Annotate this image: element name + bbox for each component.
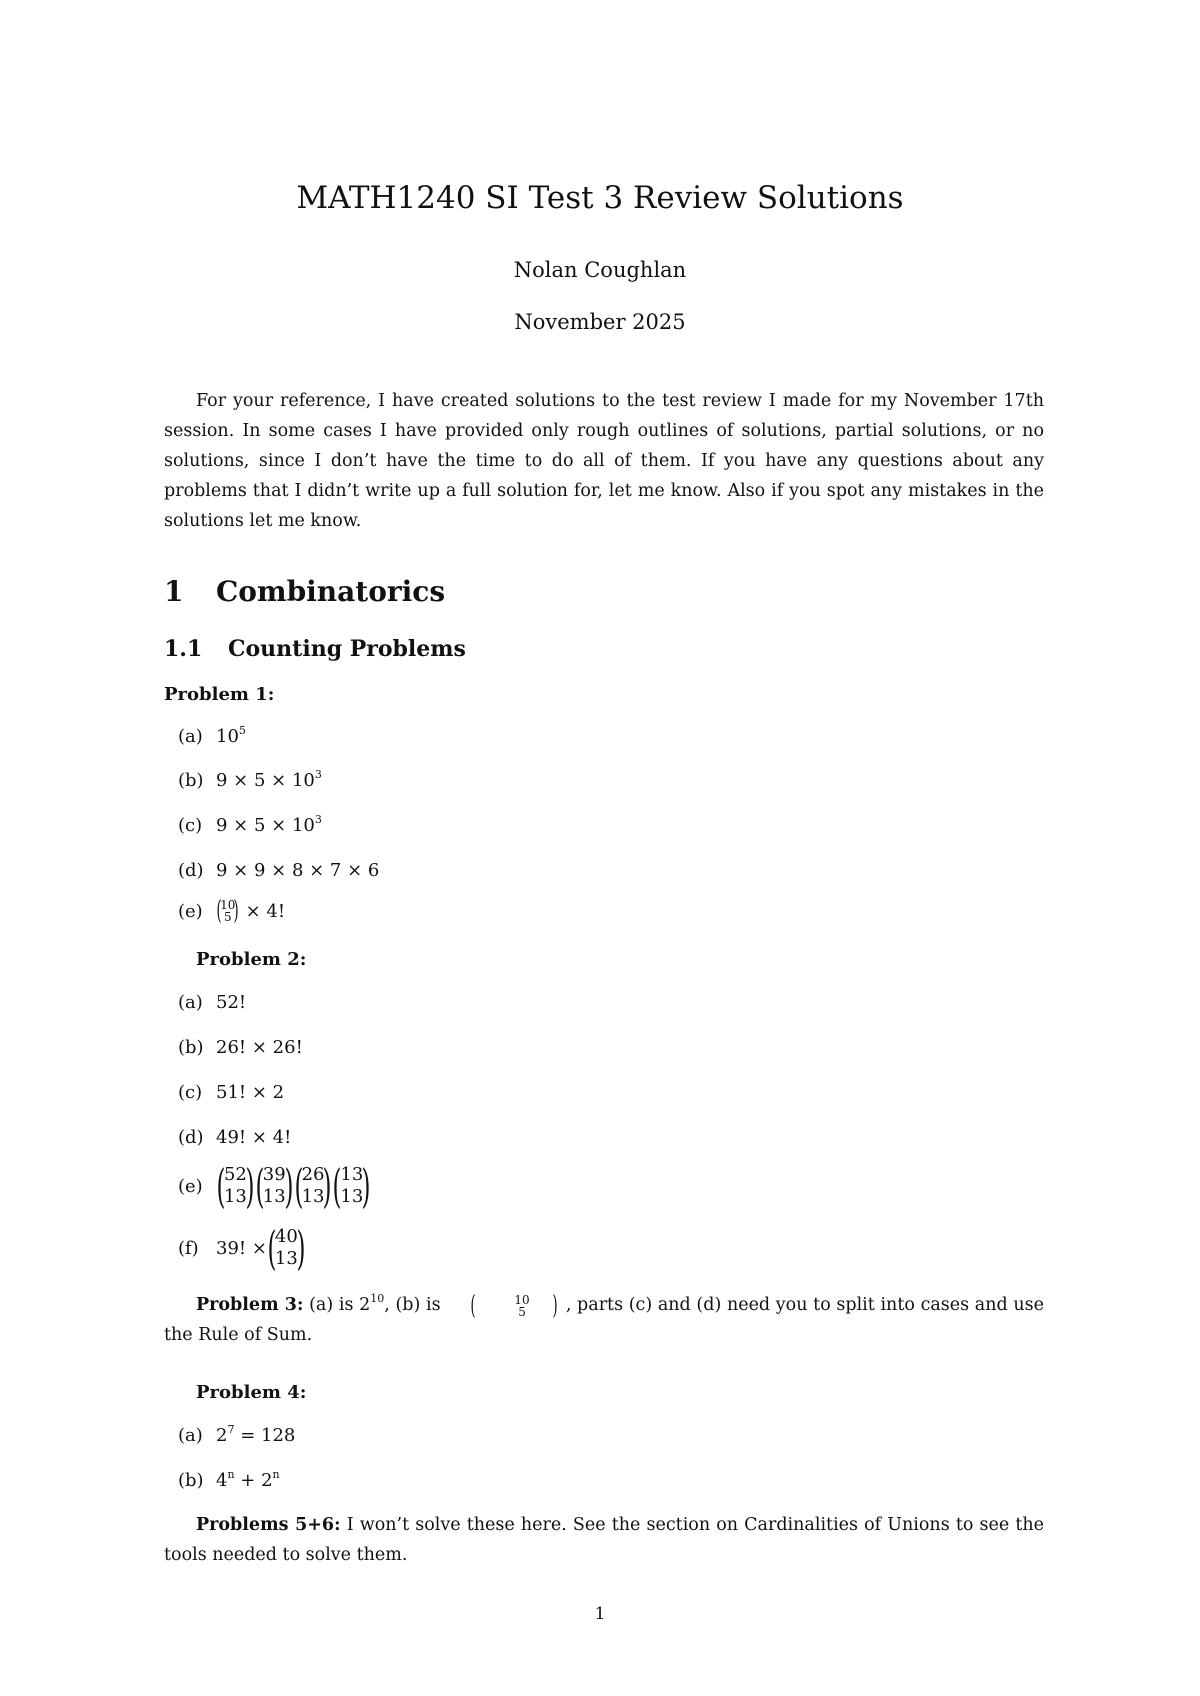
binomial-coefficient: ( 10 5 ) bbox=[470, 1290, 558, 1321]
subsection-number: 1.1 bbox=[164, 636, 203, 662]
problem-2-item-b bbox=[178, 1037, 303, 1058]
item-label: (b) bbox=[178, 1470, 204, 1491]
item-math: 52! bbox=[216, 992, 247, 1013]
item-label: (a) bbox=[178, 992, 203, 1013]
item-math: $10^5$ bbox=[216, 724, 246, 747]
binomial-coefficient: ( 26 13 ) bbox=[294, 1159, 332, 1213]
item-label: (e) bbox=[178, 900, 203, 922]
problem-1-item-a bbox=[178, 726, 246, 747]
item-label: (b) bbox=[178, 1037, 204, 1058]
problem-2-item-d bbox=[178, 1127, 291, 1148]
author-name: Nolan Coughlan bbox=[513, 258, 687, 282]
problem-1-label: Problem 1: bbox=[164, 684, 275, 705]
item-label: (a) bbox=[178, 726, 203, 747]
problem-4-label: Problem 4: bbox=[196, 1382, 307, 1403]
problem-3-label: Problem 3: bbox=[196, 1295, 304, 1315]
problem-2-label: Problem 2: bbox=[196, 949, 307, 970]
problem-2-item-e bbox=[178, 1159, 371, 1213]
item-math: 51! × 2 bbox=[216, 1082, 285, 1103]
item-math: 9 × 9 × 8 × 7 × 6 bbox=[216, 860, 380, 881]
page-number: 1 bbox=[594, 1604, 606, 1624]
item-label: (b) bbox=[178, 770, 204, 791]
section-title: Combinatorics bbox=[216, 575, 446, 608]
binomial-coefficient: ( 39 13 ) bbox=[255, 1159, 294, 1213]
problem-1-item-e bbox=[178, 898, 291, 924]
problem-1-item-d bbox=[178, 860, 379, 881]
problem-3-paragraph: Problem 3: (a) is $2^{10}$, (b) is ( 10 5 ) , parts (c) and (d) need you to split into cases and use the Rule of Sum. bbox=[164, 1290, 1044, 1345]
item-label: (c) bbox=[178, 1082, 203, 1103]
document-title: MATH1240 SI Test 3 Review Solutions bbox=[296, 180, 904, 216]
problem-4-item-b bbox=[178, 1470, 280, 1491]
item-label: (d) bbox=[178, 860, 204, 881]
problem-2-item-a bbox=[178, 992, 246, 1013]
item-math: 39! × bbox=[216, 1237, 267, 1259]
problems-5-6-paragraph: Problems 5+6: I won’t solve these here. See the section on Cardinalities of Unions to see the tools needed to solve them. bbox=[164, 1515, 1044, 1565]
item-math: $9 \times 5 \times 10^3$ bbox=[216, 813, 322, 836]
item-math: × 4! bbox=[245, 900, 286, 922]
problem-2-item-f bbox=[178, 1221, 306, 1275]
problem-4-item-a bbox=[178, 1425, 295, 1446]
item-label: (a) bbox=[178, 1425, 203, 1446]
problem-1-item-b bbox=[178, 770, 322, 791]
problems-5-6-label: Problems 5+6: bbox=[196, 1515, 341, 1535]
binomial-coefficient: ( 52 13 ) bbox=[216, 1159, 255, 1213]
intro-paragraph: For your reference, I have created solutions to the test review I made for my November 17th session. In some cases I have provided only rough outlines of solutions, partial solutions, or no solutions, since I don’t have the time to do all of them. If you have any questions about any problems that I didn’t write up a full solution for, let me know. Also if you spot any mistakes in the solutions let me know. bbox=[164, 391, 1044, 531]
item-math: 26! × 26! bbox=[216, 1037, 303, 1058]
section-heading bbox=[164, 575, 445, 608]
section-number: 1 bbox=[164, 575, 184, 608]
document-date: November 2025 bbox=[514, 310, 686, 334]
problem-1-item-c bbox=[178, 815, 322, 836]
problem-2-item-c bbox=[178, 1082, 284, 1103]
binomial-coefficient: ( 13 13 ) bbox=[332, 1159, 371, 1213]
item-label: (f) bbox=[178, 1237, 199, 1259]
subsection-heading bbox=[164, 636, 466, 662]
item-label: (e) bbox=[178, 1175, 203, 1197]
subsection-title: Counting Problems bbox=[228, 636, 466, 662]
item-label: (d) bbox=[178, 1127, 204, 1148]
binomial-coefficient: ( 40 13 ) bbox=[267, 1221, 306, 1275]
item-math: 49! × 4! bbox=[216, 1127, 292, 1148]
item-math: $2^7 = 128$ bbox=[216, 1423, 296, 1446]
binomial-coefficient: ( 10 5 ) bbox=[216, 896, 240, 926]
item-math: $4^n + 2^n$ bbox=[216, 1468, 280, 1491]
item-label: (c) bbox=[178, 815, 203, 836]
item-math: $9 \times 5 \times 10^3$ bbox=[216, 768, 322, 791]
